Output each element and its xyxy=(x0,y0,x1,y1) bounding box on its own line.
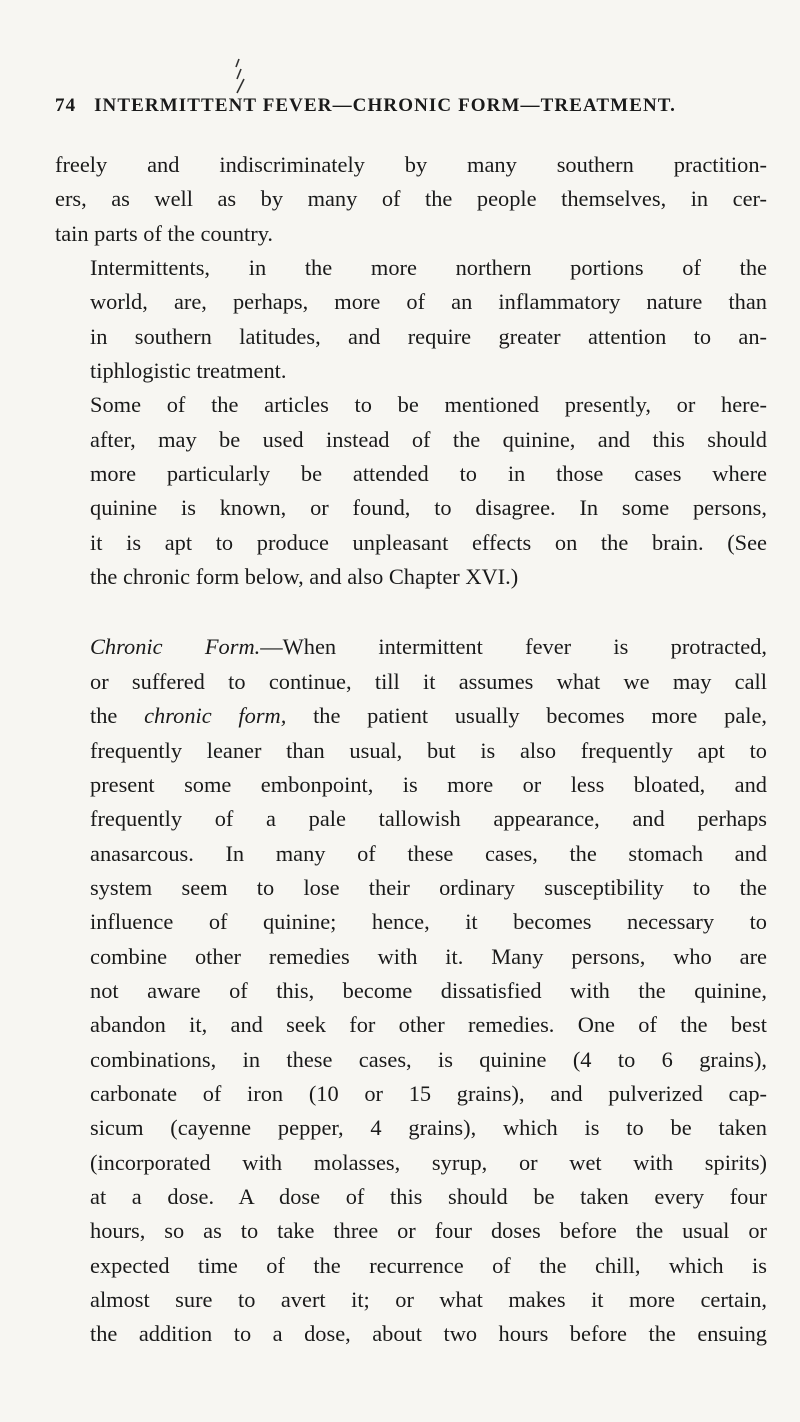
text-fragment: —When intermittent fever is protracted, xyxy=(260,634,767,660)
text-line xyxy=(55,630,767,664)
text-line: the chronic form below, and also Chapter XVI.) xyxy=(90,564,519,590)
text-line: at a dose. A dose of this should be taken every four xyxy=(90,1183,767,1209)
section-heading: Chronic Form. xyxy=(90,634,261,660)
text-line: freely and indiscriminately by many southern practition- xyxy=(55,152,767,177)
page-number: 74 xyxy=(55,95,77,116)
emphasis-chronic-form: chronic form, xyxy=(144,703,287,729)
text-line: Some of the articles to be mentioned presently, or here- xyxy=(90,392,767,418)
text-line: world, are, perhaps, more of an inflammatory nature than xyxy=(90,289,767,315)
text-fragment: the patient usually becomes more pale, xyxy=(286,703,768,729)
book-page xyxy=(55,0,767,1422)
paragraph-3 xyxy=(55,388,767,594)
text-line: frequently leaner than usual, but is also frequently apt to xyxy=(90,737,767,763)
text-line xyxy=(55,699,767,733)
text-line: (incorporated with molasses, syrup, or wet with spirits) xyxy=(90,1149,767,1175)
text-line: system seem to lose their ordinary susceptibility to the xyxy=(90,874,767,900)
text-line: expected time of the recurrence of the chill, which is xyxy=(90,1252,767,1278)
text-line: almost sure to avert it; or what makes it more certain, xyxy=(90,1287,767,1312)
running-head xyxy=(55,95,767,121)
paragraph-1 xyxy=(55,148,767,251)
text-line: abandon it, and seek for other remedies. One of the best xyxy=(90,1012,767,1038)
text-line: after, may be used instead of the quinine, and this should xyxy=(90,426,767,452)
text-line: more particularly be attended to in those cases where xyxy=(90,461,767,487)
text-line: present some embonpoint, is more or less bloated, and xyxy=(90,771,767,797)
text-line: combine other remedies with it. Many persons, who are xyxy=(90,943,767,969)
body-text xyxy=(55,148,767,1352)
text-line: tiphlogistic treatment. xyxy=(90,358,287,384)
running-title: INTERMITTENT FEVER—CHRONIC FORM—TREATMENT. xyxy=(94,95,677,116)
text-line: not aware of this, become dissatisfied with the quinine, xyxy=(90,977,767,1003)
text-line: or suffered to continue, till it assumes what we may call xyxy=(90,668,767,694)
text-line: influence of quinine; hence, it becomes necessary to xyxy=(90,909,767,935)
text-line: ers, as well as by many of the people themselves, in cer- xyxy=(55,186,767,212)
pencil-mark xyxy=(228,55,248,95)
text-line: hours, so as to take three or four doses before the usual or xyxy=(90,1218,767,1244)
text-line: carbonate of iron (10 or 15 grains), and pulverized cap- xyxy=(90,1080,767,1106)
text-line: in southern latitudes, and require greater attention to an- xyxy=(90,323,767,349)
text-line: the addition to a dose, about two hours before the ensuing xyxy=(90,1321,767,1347)
text-line: anasarcous. In many of these cases, the stomach and xyxy=(90,840,767,866)
text-line: Intermittents, in the more northern portions of the xyxy=(90,255,767,281)
text-line: tain parts of the country. xyxy=(55,220,274,246)
paragraph-chronic-form xyxy=(55,630,767,1351)
text-line: it is apt to produce unpleasant effects on the brain. (See xyxy=(90,529,767,555)
text-line: frequently of a pale tallowish appearance, and perhaps xyxy=(90,806,767,832)
text-fragment: the xyxy=(90,703,145,729)
paragraph-2 xyxy=(55,251,767,388)
text-line: combinations, in these cases, is quinine (4 to 6 grains), xyxy=(90,1046,767,1072)
text-line: sicum (cayenne pepper, 4 grains), which is to be taken xyxy=(90,1115,767,1141)
text-line: quinine is known, or found, to disagree. In some persons, xyxy=(90,495,767,521)
